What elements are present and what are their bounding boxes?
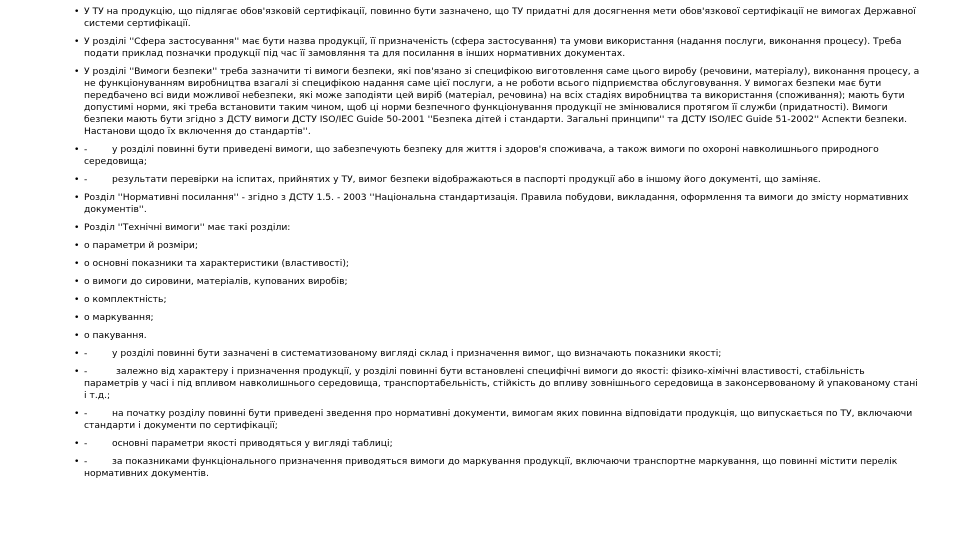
bullet-icon: • — [74, 366, 80, 377]
bullet-icon: • — [74, 276, 80, 287]
list-item-text: за показниками функціонального призначення приводяться вимоги до маркування продукції, включаючи транспортне маркування, що повинні містити перелік нормативних документів. — [84, 456, 898, 479]
dash-marker: - — [84, 174, 88, 185]
list-item-text: У розділі ''Вимоги безпеки'' треба зазначити ті вимоги безпеки, які пов'язано зі специфікою виготовлення саме цього виробу (речовини, матеріалу), виконання процесу, а не функціонуванням виробництва взагалі зі специфікою надання саме цієї послуги, а не роботи всього підприємства обслуговування. У вимогах безпеки має бути передбачено всі види можливої небезпеки, які може заподіяти цей виріб (матеріал, речовина) на всіх стадіях виробництва та використання (споживання); мають бути допустимі норми, які треба встановити таким чином, щоб ці норми безпечного функціонування продукції не змінювалися протягом її служби (придатності). Вимоги безпеки мають бути згідно з ДСТУ вимоги ДСТУ ISO/IEC Guide 50-2001 ''Безпека дітей і стандарти. Загальні принципи'' та ДСТУ ISO/IEC Guide 51-2002'' Аспекти безпеки. Настанови щодо їх включення до стандартів''. — [84, 66, 920, 137]
list-item — [74, 36, 920, 60]
list-item — [74, 366, 920, 402]
bullet-icon: • — [74, 240, 80, 251]
bullet-icon: • — [74, 222, 80, 233]
dash-marker: - — [84, 366, 88, 377]
list-item — [74, 222, 920, 234]
bullet-icon: • — [74, 258, 80, 269]
list-item — [74, 240, 920, 252]
list-item-text: о маркування; — [84, 312, 154, 323]
list-item — [74, 312, 920, 324]
list-item — [74, 276, 920, 288]
bullet-icon: • — [74, 330, 80, 341]
bullet-icon: • — [74, 408, 80, 419]
list-item — [74, 258, 920, 270]
bullet-icon: • — [74, 66, 80, 77]
list-item-text: о вимоги до сировини, матеріалів, купованих виробів; — [84, 276, 348, 287]
list-item-text: на початку розділу повинні бути приведені зведення про нормативні документи, вимогам яких повинна відповідати продукція, що випускається по ТУ, включаючи стандарти і документи по сертифікації; — [84, 408, 913, 431]
list-item — [74, 456, 920, 480]
list-item-text: залежно від характеру і призначення продукції, у розділі повинні бути встановлені специфічні вимоги до якості: фізико-хімічні властивості, стабільність параметрів у часі і під впливом навколишнього середовища, транспортабельність, стійкість до впливу зовнішнього середовища в законсервованому й упакованому стані і т.д.; — [84, 366, 918, 401]
dash-marker: - — [84, 348, 88, 359]
list-item-text: о основні показники та характеристики (властивості); — [84, 258, 349, 269]
dash-marker: - — [84, 144, 88, 155]
list-item-text: у розділі повинні бути приведені вимоги, що забезпечують безпеку для життя і здоров'я споживача, а також вимоги по охороні навколишнього природного середовища; — [84, 144, 879, 167]
bullet-icon: • — [74, 174, 80, 185]
list-item — [74, 192, 920, 216]
list-item — [74, 330, 920, 342]
dash-marker: - — [84, 456, 88, 467]
bullet-list — [74, 6, 920, 480]
bullet-icon: • — [74, 192, 80, 203]
list-item — [74, 294, 920, 306]
list-item — [74, 438, 920, 450]
bullet-icon: • — [74, 294, 80, 305]
list-item-text: о параметри й розміри; — [84, 240, 198, 251]
list-item-text: о пакування. — [84, 330, 147, 341]
bullet-icon: • — [74, 6, 80, 17]
list-item-text: о комплектність; — [84, 294, 167, 305]
bullet-icon: • — [74, 36, 80, 47]
list-item — [74, 174, 920, 186]
list-item — [74, 6, 920, 30]
bullet-icon: • — [74, 456, 80, 467]
bullet-icon: • — [74, 438, 80, 449]
list-item — [74, 144, 920, 168]
bullet-icon: • — [74, 312, 80, 323]
dash-marker: - — [84, 408, 88, 419]
list-item-text: У розділі ''Сфера застосування'' має бути назва продукції, її призначеність (сфера застосування) та умови використання (надання послуги, виконання процесу). Треба подати приклад позначки продукції під час її замовляння та для посилання в інших нормативних документах. — [84, 36, 902, 59]
list-item — [74, 408, 920, 432]
list-item-text: результати перевірки на іспитах, прийнятих у ТУ, вимог безпеки відображаються в паспорті продукції або в іншому його документі, що заміняє. — [112, 174, 821, 185]
list-item-text: Розділ ''Технічні вимоги'' має такі розділи: — [84, 222, 291, 233]
list-item-text: основні параметри якості приводяться у вигляді таблиці; — [112, 438, 393, 449]
list-item — [74, 66, 920, 138]
bullet-icon: • — [74, 144, 80, 155]
bullet-icon: • — [74, 348, 80, 359]
list-item-text: у розділі повинні бути зазначені в систематизованому вигляді склад і призначення вимог, що визначають показники якості; — [112, 348, 722, 359]
list-item-text: У ТУ на продукцію, що підлягає обов'язковій сертифікації, повинно бути зазначено, що ТУ придатні для досягнення мети обов'язкової сертифікації не вимогах Державної системи сертифікації. — [84, 6, 916, 29]
list-item-text: Розділ ''Нормативні посилання'' - згідно з ДСТУ 1.5. - 2003 ''Національна стандартизація. Правила побудови, викладання, оформлення та вимоги до змісту нормативних документів''. — [84, 192, 909, 215]
list-item — [74, 348, 920, 360]
dash-marker: - — [84, 438, 88, 449]
